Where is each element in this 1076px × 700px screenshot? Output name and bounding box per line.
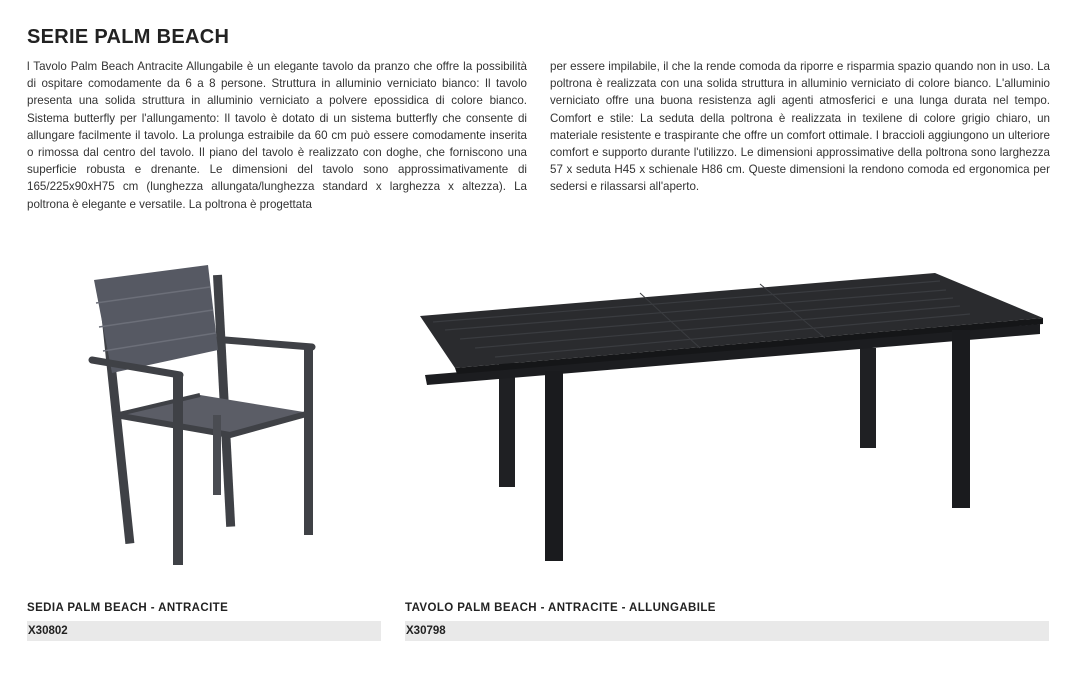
product-code-table: X30798: [405, 621, 1049, 641]
product-name-chair: SEDIA PALM BEACH - ANTRACITE: [27, 602, 229, 614]
table-image: [415, 268, 1051, 568]
product-code-chair: X30802: [27, 621, 381, 641]
description-column-left: l Tavolo Palm Beach Antracite Allungabile è un elegante tavolo da pranzo che offre la possibilità di ospitare comodamente da 6 a 8 persone. Struttura in alluminio verniciato bianco: Il tavolo presenta una solida struttura in alluminio verniciato a polvere epossidica di colore bianco. Sistema butterfly per l'allungamento: Il tavolo è dotato di un sistema butterfly che consente di allungare facilmente il tavolo. La prolunga estraibile da 60 cm può essere comodamente inserita o rimossa dal centro del tavolo. Il piano del tavolo è realizzato con doghe, che forniscono una superficie robusta e drenante. Le dimensioni del tavolo sono approssimativamente di 165/225x90xH75 cm (lunghezza allungata/lunghezza standard x larghezza x altezza). La poltrona è elegante e versatile. La poltrona è progettata: [27, 60, 527, 211]
description-column-right: per essere impilabile, il che la rende comoda da riporre e risparmia spazio quando non in uso. La poltrona è realizzata con una solida struttura in alluminio verniciato di colore bianco. L'alluminio verniciato offre una buona resistenza agli agenti atmosferici e una lunga durata nel tempo. Comfort e stile: La seduta della poltrona è realizzata in texilene di colore grigio chiaro, un materiale resistente e traspirante che offre un comfort ottimale. I braccioli aggiungono un ulteriore comfort e supporto durante l'utilizzo. Le dimensioni approssimative della poltrona sono larghezza 57 x seduta H45 x schienale H86 cm. Queste dimensioni la rendono comoda ed ergonomica per sedersi e rilassarsi all'aperto.: [550, 60, 1050, 194]
product-name-table: TAVOLO PALM BEACH - ANTRACITE - ALLUNGABILE: [405, 602, 716, 614]
page-title: SERIE PALM BEACH: [27, 26, 230, 48]
chair-image: [80, 255, 330, 575]
